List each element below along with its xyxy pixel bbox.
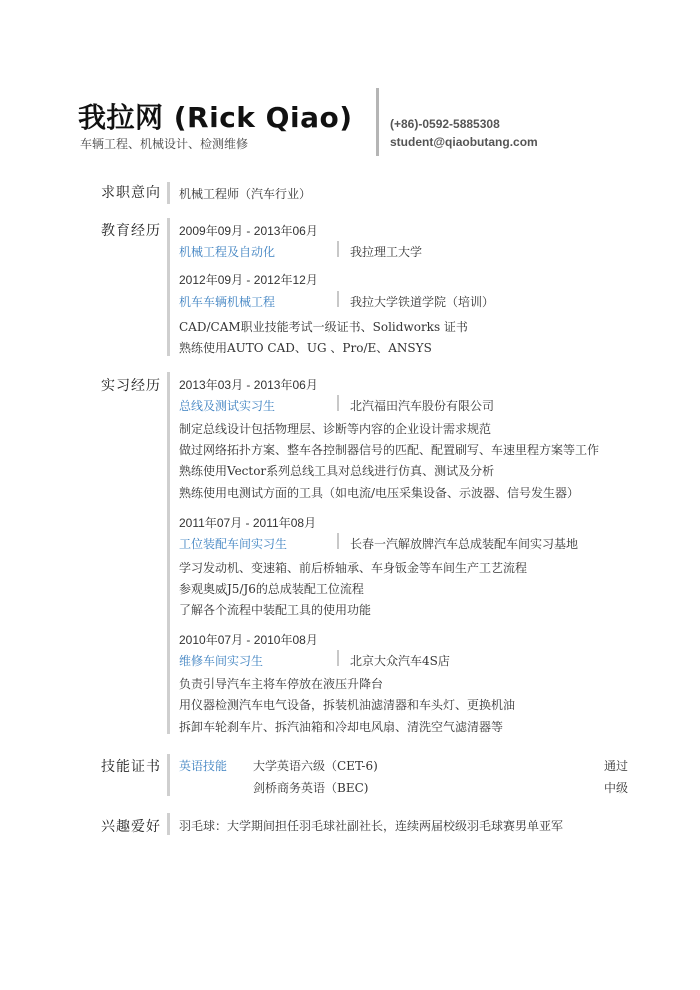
skill-name: 剑桥商务英语（BEC) bbox=[253, 781, 369, 795]
section-title-internship: 实习经历 bbox=[101, 378, 161, 394]
hobbies-value: 羽毛球：大学期间担任羽毛球社副社长，连续两届校级羽毛球赛男单亚军 bbox=[179, 819, 564, 833]
email-address: student@qiaobutang.com bbox=[390, 135, 538, 149]
skill-category: 英语技能 bbox=[179, 759, 228, 773]
section-title-education: 教育经历 bbox=[101, 223, 161, 239]
internship-date: 2010年07月 - 2010年08月 bbox=[179, 633, 318, 647]
header-divider bbox=[376, 88, 379, 156]
section-bar-hobbies bbox=[167, 813, 170, 835]
education-date: 2009年09月 - 2013年06月 bbox=[179, 224, 318, 238]
internship-company: 北京大众汽车4S店 bbox=[350, 654, 450, 668]
internship-company: 北汽福田汽车股份有限公司 bbox=[350, 399, 495, 413]
internship-item: 熟练使用电测试方面的工具（如电流/电压采集设备、示波器、信号发生器） bbox=[179, 486, 580, 500]
internship-item: 制定总线设计包括物理层、诊断等内容的企业设计需求规范 bbox=[179, 422, 492, 436]
section-bar-skills bbox=[167, 754, 170, 796]
candidate-subtitle: 车辆工程、机械设计、检测维修 bbox=[80, 137, 249, 151]
candidate-name: 我拉网 (Rick Qiao) bbox=[78, 101, 353, 134]
objective-value: 机械工程师（汽车行业） bbox=[179, 187, 312, 201]
skill-level: 通过 bbox=[604, 759, 629, 773]
education-date: 2012年09月 - 2012年12月 bbox=[179, 273, 318, 287]
internship-date: 2013年03月 - 2013年06月 bbox=[179, 378, 318, 392]
education-school: 我拉大学铁道学院（培训） bbox=[350, 295, 495, 309]
skill-level: 中级 bbox=[604, 781, 629, 795]
skill-name: 大学英语六级（CET-6) bbox=[253, 759, 378, 773]
education-note: 熟练使用AUTO CAD、UG 、Pro/E、ANSYS bbox=[179, 341, 432, 355]
internship-item: 学习发动机、变速箱、前后桥轴承、车身钣金等车间生产工艺流程 bbox=[179, 561, 528, 575]
column-separator bbox=[337, 241, 339, 257]
internship-role: 总线及测试实习生 bbox=[179, 399, 276, 413]
column-separator bbox=[337, 395, 339, 411]
internship-item: 用仪器检测汽车电气设备，拆装机油滤清器和车头灯、更换机油 bbox=[179, 698, 516, 712]
phone-number: (+86)-0592-5885308 bbox=[390, 117, 500, 131]
education-note: CAD/CAM职业技能考试一级证书、Solidworks 证书 bbox=[179, 320, 468, 334]
column-separator bbox=[337, 533, 339, 549]
column-separator bbox=[337, 291, 339, 307]
section-bar-objective bbox=[167, 182, 170, 204]
internship-role: 维修车间实习生 bbox=[179, 654, 264, 668]
internship-item: 做过网络拓扑方案、整车各控制器信号的匹配、配置刷写、车速里程方案等工作 bbox=[179, 443, 600, 457]
education-school: 我拉理工大学 bbox=[350, 245, 423, 259]
education-major: 机械工程及自动化 bbox=[179, 245, 276, 259]
internship-item: 熟练使用Vector系列总线工具对总线进行仿真、测试及分析 bbox=[179, 464, 495, 478]
internship-item: 负责引导汽车主将车停放在液压升降台 bbox=[179, 677, 384, 691]
internship-date: 2011年07月 - 2011年08月 bbox=[179, 516, 317, 530]
internship-company: 长春一汽解放牌汽车总成装配车间实习基地 bbox=[350, 537, 579, 551]
internship-role: 工位装配车间实习生 bbox=[179, 537, 288, 551]
internship-item: 了解各个流程中装配工具的使用功能 bbox=[179, 603, 372, 617]
section-title-hobbies: 兴趣爱好 bbox=[101, 819, 161, 835]
section-bar-education bbox=[167, 218, 170, 356]
column-separator bbox=[337, 650, 339, 666]
section-bar-internship bbox=[167, 372, 170, 734]
internship-item: 拆卸车轮刹车片、拆汽油箱和冷却电风扇、清洗空气滤清器等 bbox=[179, 720, 504, 734]
section-title-objective: 求职意向 bbox=[101, 185, 161, 201]
section-title-skills: 技能证书 bbox=[101, 759, 161, 775]
education-major: 机车车辆机械工程 bbox=[179, 295, 276, 309]
internship-item: 参观奥威J5/J6的总成装配工位流程 bbox=[179, 582, 364, 596]
